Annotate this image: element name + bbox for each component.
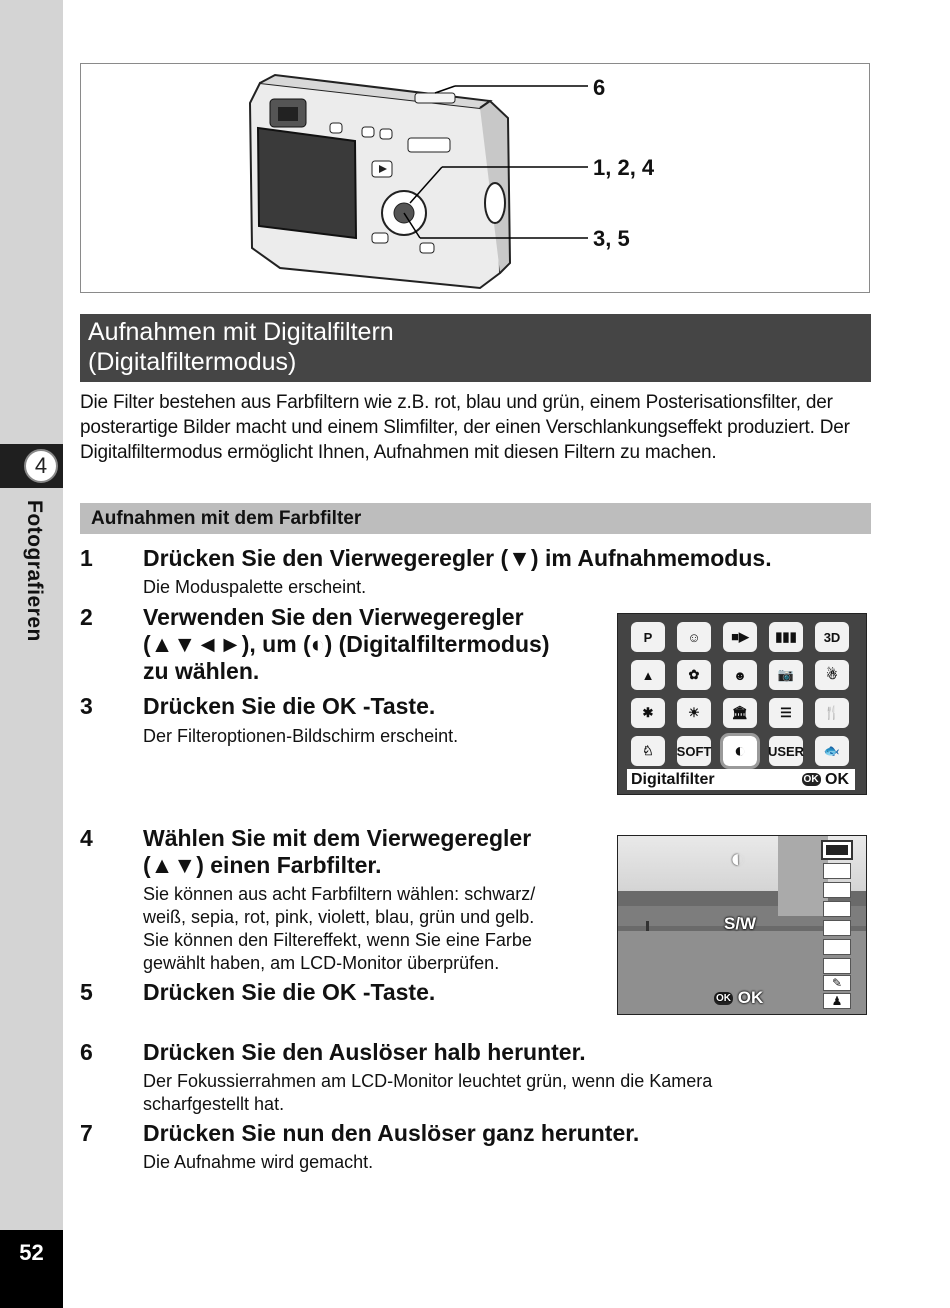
- callout-1-2-4: 1, 2, 4: [593, 155, 655, 180]
- step-4-desc-l2: weiß, sepia, rot, pink, violett, blau, grün und gelb.: [143, 907, 535, 927]
- filter-color-box: [823, 901, 851, 917]
- museum-mode-icon: 🏛: [723, 698, 757, 728]
- program-mode-icon: P: [631, 622, 665, 652]
- filter-color-box: [823, 863, 851, 879]
- filter-name: S/W: [724, 914, 757, 933]
- pet-mode-icon: ♘: [631, 736, 665, 766]
- step-2-title-l3: zu wählen.: [143, 658, 260, 684]
- step-4-desc-l4: gewählt haben, am LCD-Monitor überprüfen.: [143, 953, 500, 973]
- digital-filter-mode-icon: ◐: [723, 736, 757, 766]
- callout-3-5: 3, 5: [593, 226, 630, 251]
- step-3-number: 3: [80, 693, 93, 719]
- lcd1-label-bar: [627, 769, 855, 790]
- ok-button-icon: OK: [803, 774, 819, 785]
- soft-portrait-mode-icon: ☻: [723, 660, 757, 690]
- step-4-desc-l3: Sie können den Filtereffekt, wenn Sie eine Farbe: [143, 930, 532, 950]
- ok-button-icon: OK: [716, 993, 731, 1004]
- step-2-number: 2: [80, 604, 93, 630]
- step-3-desc: Der Filteroptionen-Bildschirm erscheint.: [143, 726, 459, 746]
- ok-indicator: [802, 769, 849, 790]
- step-1-title: Drücken Sie den Vierwegeregler (▼) im Aufnahmemodus.: [143, 545, 772, 571]
- step-1-number: 1: [80, 545, 93, 571]
- soft-mode-icon: SOFT: [677, 736, 711, 766]
- movie-mode-icon: ■▶: [723, 622, 757, 652]
- flower-mode-icon: ✿: [677, 660, 711, 690]
- filter-color-box: [823, 882, 851, 898]
- digital-filter-icon: ◐: [730, 843, 746, 873]
- step-4-title: [143, 825, 603, 879]
- filter-color-box: [823, 920, 851, 936]
- selected-filter-swatch: [821, 840, 853, 860]
- section-title-line2: (Digitalfiltermodus): [88, 348, 297, 376]
- intro-paragraph: Die Filter bestehen aus Farbfiltern wie z.B. rot, blau und grün, einem Posterisationsfilter, der posterartige Bilder macht und einem Slimfilter, der einen Verschlankungseffekt produziert. Der Digitalfiltermodus ermöglicht Ihnen, Aufnahmen mit diesen Filtern zu machen.: [80, 392, 850, 463]
- step-2-title-l2: (▲▼◄►), um (◐) (Digitalfiltermodus): [143, 631, 550, 657]
- ok-label: OK: [825, 771, 849, 788]
- digitalfilter-label: Digitalfilter: [631, 771, 715, 788]
- slim-filter-icon: ♟: [823, 993, 851, 1009]
- step-1-desc: Die Moduspalette erscheint.: [143, 577, 367, 597]
- filter-color-box: [823, 939, 851, 955]
- user-mode-icon: USER: [769, 736, 803, 766]
- section-title: [80, 314, 871, 382]
- snow-mode-icon: ☃: [815, 660, 849, 690]
- callout-6: 6: [593, 75, 606, 100]
- section-title-line1: Aufnahmen mit Digitalfiltern: [88, 318, 394, 346]
- portrait-mode-icon: ☺: [677, 622, 711, 652]
- step-5-number: 5: [80, 979, 93, 1005]
- step-7-desc: Die Aufnahme wird gemacht.: [143, 1152, 374, 1172]
- underwater-mode-icon: 🐟: [815, 736, 849, 766]
- step-4-desc-l1: Sie können aus acht Farbfiltern wählen: schwarz/: [143, 884, 536, 904]
- step-6-desc-l1: Der Fokussierrahmen am LCD-Monitor leuchtet grün, wenn die Kamera: [143, 1071, 713, 1091]
- swatch-fill: [826, 845, 848, 855]
- step-7-number: 7: [80, 1120, 93, 1146]
- self-portrait-mode-icon: 📷: [769, 660, 803, 690]
- lcd2-ok-indicator: [714, 988, 763, 1008]
- step-2-title: [143, 604, 603, 685]
- step-6-desc: [143, 1070, 863, 1116]
- text-mode-icon: ☰: [769, 698, 803, 728]
- filter-color-box: [823, 958, 851, 974]
- page-number: 52: [19, 1240, 44, 1265]
- step-7-title: Drücken Sie nun den Auslöser ganz herunter.: [143, 1120, 640, 1146]
- 3d-mode-icon: 3D: [815, 622, 849, 652]
- chapter-number: 4: [24, 449, 58, 483]
- food-mode-icon: 🍴: [815, 698, 849, 728]
- step-4-title-l1: Wählen Sie mit dem Vierwegeregler: [143, 825, 532, 851]
- step-6-desc-l2: scharfgestellt hat.: [143, 1094, 285, 1114]
- chapter-label: Fotografieren: [23, 500, 46, 642]
- step-4-desc: [143, 883, 613, 975]
- step-3-title: Drücken Sie die OK -Taste.: [143, 693, 436, 719]
- subsection-title: Aufnahmen mit dem Farbfilter: [80, 503, 871, 534]
- panorama-mode-icon: ▮▮▮: [769, 622, 803, 652]
- ok-label: OK: [737, 988, 764, 1007]
- step-2-title-l1: Verwenden Sie den Vierwegeregler: [143, 604, 524, 630]
- camera-illustration: [80, 63, 870, 293]
- step-4-title-l2: (▲▼) einen Farbfilter.: [143, 852, 382, 878]
- landscape-mode-icon: ▲: [631, 660, 665, 690]
- fireworks-mode-icon: ✱: [631, 698, 665, 728]
- step-6-number: 6: [80, 1039, 93, 1065]
- brush-filter-icon: ✎: [823, 975, 851, 991]
- sunset-mode-icon: ☀: [677, 698, 711, 728]
- step-5-title: Drücken Sie die OK -Taste.: [143, 979, 436, 1005]
- step-4-number: 4: [80, 825, 93, 851]
- step-6-title: Drücken Sie den Auslöser halb herunter.: [143, 1039, 586, 1065]
- mode-palette-grid: [617, 613, 865, 769]
